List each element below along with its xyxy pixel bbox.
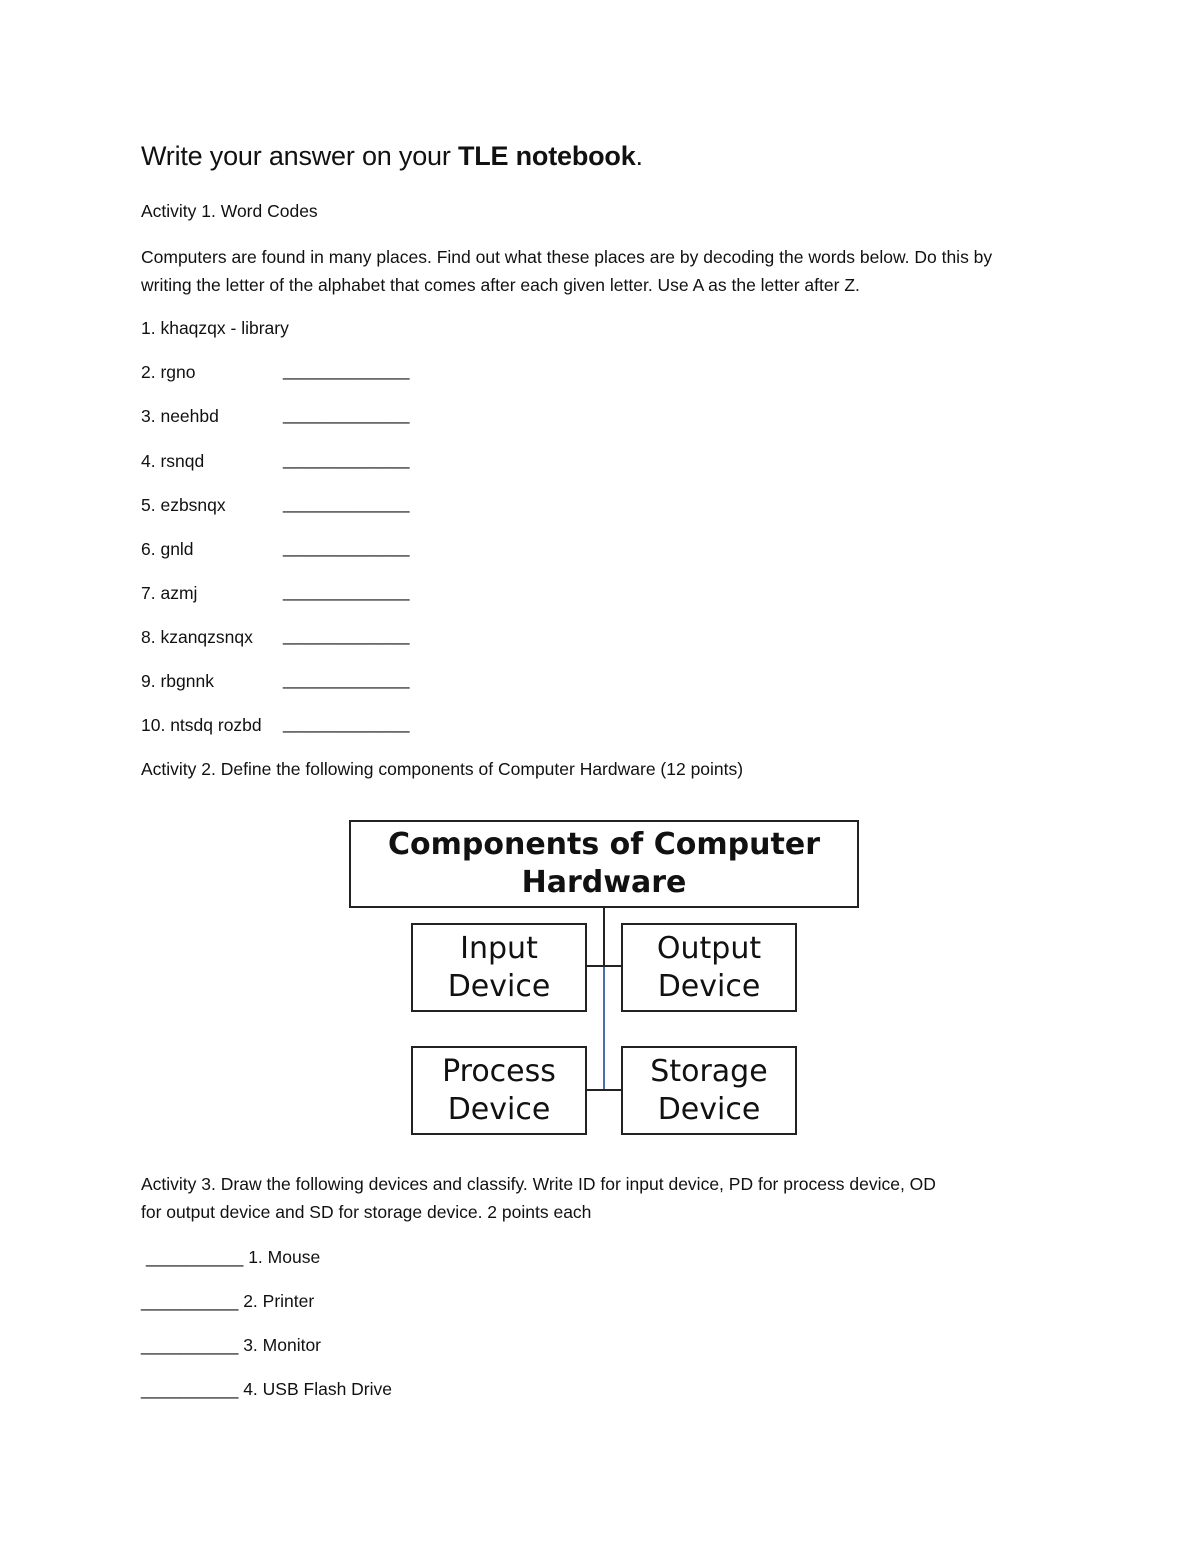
- diagram-title-line1: Components of Computer: [388, 827, 820, 862]
- classify-item-1: [146, 1247, 320, 1268]
- word-code-item-8: 8. kzanqzsnqx: [141, 627, 253, 647]
- input-device-box: [411, 923, 587, 1012]
- answer-blank-9: _____________: [283, 669, 410, 689]
- process-device-line2: Device: [447, 1091, 551, 1127]
- classify-blank-3: __________: [141, 1335, 239, 1355]
- classify-blank-1: __________: [146, 1247, 244, 1267]
- activity1-example: 1. khaqzqx - library: [141, 318, 289, 338]
- classify-blank-4: __________: [141, 1379, 239, 1399]
- activity2-title: Activity 2. Define the following components of Computer Hardware (12 points): [141, 759, 744, 779]
- storage-device-line2: Device: [657, 1091, 761, 1127]
- storage-device-box: [621, 1046, 797, 1135]
- output-device-line1: Output: [656, 930, 762, 966]
- answer-blank-5: _____________: [283, 493, 410, 513]
- word-code-item-4: 4. rsnqd: [141, 451, 205, 471]
- classify-label-4: 4. USB Flash Drive: [243, 1379, 392, 1399]
- heading-suffix: .: [635, 141, 643, 171]
- classify-label-1: 1. Mouse: [248, 1247, 321, 1267]
- classify-label-3: 3. Monitor: [243, 1335, 322, 1355]
- classify-item-3: [141, 1335, 321, 1356]
- word-code-item-3: 3. neehbd: [141, 406, 219, 426]
- activity3-title-line1: Activity 3. Draw the following devices and classify. Write ID for input device, PD for process device, OD: [141, 1174, 936, 1194]
- diagram-title-line2: Hardware: [521, 865, 687, 900]
- output-device-box: [621, 923, 797, 1012]
- classify-blank-2: __________: [141, 1291, 239, 1311]
- classify-label-2: 2. Printer: [243, 1291, 315, 1311]
- diagram-title-box: [349, 820, 859, 908]
- word-code-item-6: 6. gnld: [141, 539, 194, 559]
- answer-blank-6: _____________: [283, 537, 410, 557]
- process-device-box: [411, 1046, 587, 1135]
- storage-device-line1: Storage: [650, 1053, 768, 1089]
- activity3-title-line2: for output device and SD for storage device. 2 points each: [141, 1202, 592, 1222]
- input-device-line1: Input: [460, 930, 538, 966]
- activity1-title: Activity 1. Word Codes: [141, 201, 318, 221]
- answer-blank-3: _____________: [283, 404, 410, 424]
- heading-prefix: Write your answer on your: [141, 141, 458, 171]
- output-device-line2: Device: [657, 968, 761, 1004]
- word-code-item-2: 2. rgno: [141, 362, 196, 382]
- heading-bold: TLE notebook: [457, 141, 636, 171]
- word-code-item-7: 7. azmj: [141, 583, 198, 603]
- classify-item-2: [141, 1291, 314, 1312]
- answer-blank-8: _____________: [283, 625, 410, 645]
- word-code-item-10: 10. ntsdq rozbd: [141, 715, 262, 735]
- word-code-item-5: 5. ezbsnqx: [141, 495, 226, 515]
- answer-blank-4: _____________: [283, 449, 410, 469]
- answer-blank-2: _____________: [283, 360, 410, 380]
- word-code-item-9: 9. rbgnnk: [141, 671, 214, 691]
- answer-blank-7: _____________: [283, 581, 410, 601]
- process-device-line1: Process: [442, 1053, 556, 1089]
- input-device-line2: Device: [447, 968, 551, 1004]
- classify-item-4: [141, 1379, 392, 1400]
- answer-blank-10: _____________: [283, 713, 410, 733]
- activity1-instructions: Computers are found in many places. Find out what these places are by decoding the words below. Do this by writing the letter of the alphabet that comes after each given letter. Use A as the letter after Z.: [141, 247, 993, 295]
